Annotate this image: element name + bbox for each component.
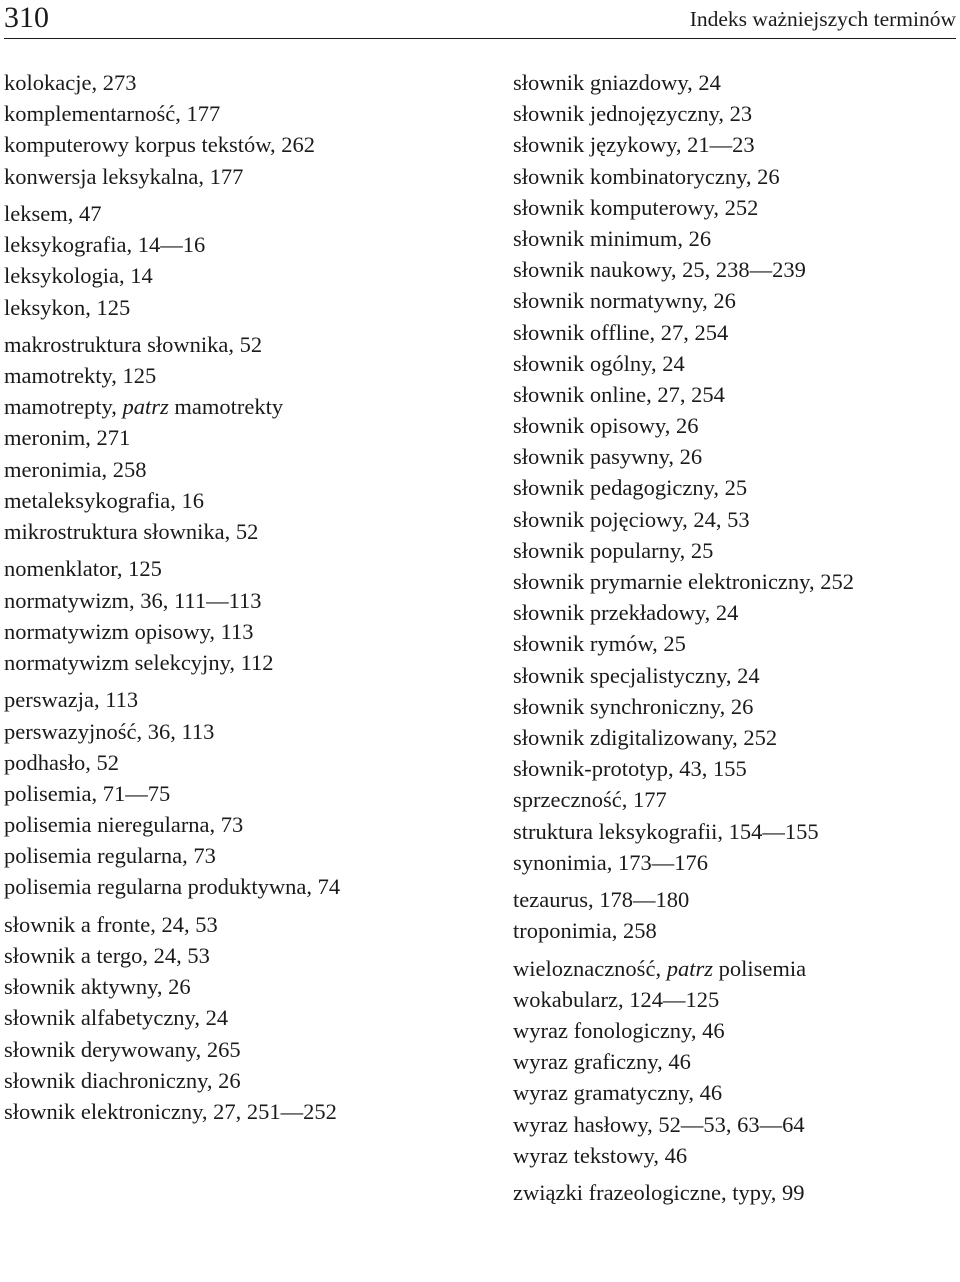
index-entry: sprzeczność, 177 xyxy=(513,787,667,813)
index-entry: słownik online, 27, 254 xyxy=(513,381,725,407)
index-entry: słownik specjalistyczny, 24 xyxy=(513,662,760,688)
index-term: słownik pasywny xyxy=(513,444,669,470)
page-reference: 43, 155 xyxy=(679,756,747,782)
see-reference-target: polisemia xyxy=(718,955,807,981)
page-reference: 177 xyxy=(632,787,667,813)
page-reference: 24, 53 xyxy=(693,506,750,532)
page-reference: 24 xyxy=(662,350,685,376)
index-term: wieloznaczność xyxy=(513,955,656,981)
index-entry: komputerowy korpus tekstów, 262 xyxy=(4,132,316,158)
page-reference: 25 xyxy=(690,537,714,563)
index-term: tezaurus xyxy=(513,887,588,913)
index-entry: leksykologia, 14 xyxy=(4,263,153,289)
index-term: słownik synchroniczny xyxy=(513,693,720,719)
index-entry: słownik offline, 27, 254 xyxy=(513,319,729,345)
index-entry: synonimia, 173—176 xyxy=(513,849,708,875)
running-header xyxy=(4,0,956,39)
index-entry: wyraz hasłowy, 52—53, 63—64 xyxy=(513,1111,805,1137)
index-entry: słownik aktywny, 26 xyxy=(4,974,191,1000)
page-reference: 14 xyxy=(130,263,153,289)
index-entry: słownik derywowany, 265 xyxy=(4,1036,241,1062)
index-entry: słownik naukowy, 25, 238—239 xyxy=(513,257,806,283)
index-entry: słownik alfabetyczny, 24 xyxy=(4,1005,229,1031)
page-reference: 47 xyxy=(78,200,102,226)
page-reference: 252 xyxy=(743,724,778,750)
index-entry: wyraz gramatyczny, 46 xyxy=(513,1080,723,1106)
index-term: słownik pojęciowy xyxy=(513,506,683,532)
page-reference: 71—75 xyxy=(102,780,171,806)
index-entry: słownik językowy, 21—23 xyxy=(513,132,755,158)
index-term: słownik diachroniczny xyxy=(4,1067,207,1093)
index-term: słownik kombinatoryczny xyxy=(513,163,746,189)
page-reference: 177 xyxy=(209,163,244,189)
page-number: 310 xyxy=(4,1,49,34)
index-term: słownik elektroniczny xyxy=(4,1098,202,1124)
page-reference: 177 xyxy=(186,101,221,127)
index-entry: słownik pasywny, 26 xyxy=(513,444,703,470)
index-column-left xyxy=(4,67,340,1127)
index-entry: związki frazeologiczne, typy, 99 xyxy=(513,1180,805,1206)
page-reference: 273 xyxy=(102,70,137,95)
index-term: wyraz gramatyczny xyxy=(513,1080,689,1106)
index-column-right xyxy=(513,67,854,1208)
index-term: perswazja xyxy=(4,687,94,713)
see-reference-target: mamotrekty xyxy=(174,394,284,420)
page-reference: 23 xyxy=(729,101,753,127)
page-reference: 24, 53 xyxy=(153,943,210,968)
see-reference-marker: patrz xyxy=(666,955,713,981)
index-term: słownik jednojęzyczny xyxy=(513,101,719,127)
index-entry: konwersja leksykalna, 177 xyxy=(4,163,244,189)
index-term: komputerowy korpus tekstów xyxy=(4,132,271,158)
index-term: metaleksykografia xyxy=(4,487,171,513)
index-term: słownik specjalistyczny xyxy=(513,662,726,688)
index-term: mamotrekty xyxy=(4,363,112,389)
index-term: konwersja leksykalna xyxy=(4,163,199,189)
index-entry: podhasło, 52 xyxy=(4,749,119,775)
page-reference: 73 xyxy=(220,812,244,838)
index-term: słownik naukowy xyxy=(513,257,671,283)
index-entry: wieloznaczność, patrz polisemia xyxy=(513,955,807,981)
index-entry: perswazyjność, 36, 113 xyxy=(4,718,215,744)
index-term: meronimia xyxy=(4,456,102,482)
page-reference: 173—176 xyxy=(618,849,708,875)
index-term: słownik a tergo xyxy=(4,943,143,968)
page-reference: 36, 111—113 xyxy=(140,587,262,613)
page-reference: 124—125 xyxy=(629,986,720,1012)
page-reference: 27, 251—252 xyxy=(213,1098,337,1124)
page-reference: 25, 238—239 xyxy=(682,257,806,283)
index-term: wyraz graficzny xyxy=(513,1049,658,1075)
index-entry: słownik-prototyp, 43, 155 xyxy=(513,756,747,782)
page-reference: 24 xyxy=(737,662,760,688)
index-entry: polisemia nieregularna, 73 xyxy=(4,812,244,838)
running-head-title: Indeks ważniejszych terminów xyxy=(689,7,956,31)
index-term: leksykografia xyxy=(4,232,127,258)
index-term: meronim xyxy=(4,425,86,451)
index-entry: makrostruktura słownika, 52 xyxy=(4,331,263,357)
index-entry: słownik komputerowy, 252 xyxy=(513,194,759,220)
index-term: normatywizm xyxy=(4,587,129,613)
index-entry: kolokacje, 273 xyxy=(4,70,137,95)
index-term: sprzeczność xyxy=(513,787,622,813)
index-entry: leksem, 47 xyxy=(4,200,102,226)
page-reference: 25 xyxy=(663,631,686,657)
index-entry: słownik popularny, 25 xyxy=(513,537,714,563)
page-reference: 27, 254 xyxy=(657,381,725,407)
index-term: słownik alfabetyczny xyxy=(4,1005,195,1031)
index-entry: normatywizm selekcyjny, 112 xyxy=(4,649,274,675)
index-term: podhasło xyxy=(4,749,86,775)
index-term: komplementarność xyxy=(4,101,176,127)
index-term: leksem xyxy=(4,200,68,226)
page-reference: 52 xyxy=(239,331,263,357)
index-entry: słownik elektroniczny, 27, 251—252 xyxy=(4,1098,337,1124)
page-reference: 112 xyxy=(240,649,274,675)
page-reference: 26 xyxy=(679,444,703,470)
index-term: normatywizm opisowy xyxy=(4,618,210,644)
index-term: słownik popularny xyxy=(513,537,680,563)
index-term: słownik ogólny xyxy=(513,350,651,376)
page-reference: 26 xyxy=(168,974,191,1000)
index-term: słownik prymarnie elektroniczny xyxy=(513,569,809,594)
page-reference: 26 xyxy=(675,413,699,439)
page-reference: 154—155 xyxy=(728,818,819,844)
page-reference: 46 xyxy=(668,1049,691,1075)
page-reference: 46 xyxy=(699,1080,723,1106)
index-entry: tezaurus, 178—180 xyxy=(513,887,690,913)
index-entry: polisemia regularna produktywna, 74 xyxy=(4,874,341,900)
index-entry: polisemia regularna, 73 xyxy=(4,843,216,869)
page-reference: 271 xyxy=(96,425,131,451)
index-term: mikrostruktura słownika xyxy=(4,519,225,544)
page-reference: 52 xyxy=(235,519,259,544)
page-reference: 27, 254 xyxy=(660,319,729,345)
index-entry: słownik a fronte, 24, 53 xyxy=(4,911,218,937)
page-reference: 24 xyxy=(698,70,721,95)
page-reference: 125 xyxy=(128,556,162,582)
index-term: makrostruktura słownika xyxy=(4,331,229,357)
page-reference: 36, 113 xyxy=(147,718,215,744)
page-reference: 24, 53 xyxy=(161,911,218,937)
page-reference: 99 xyxy=(782,1180,805,1206)
index-entry: meronim, 271 xyxy=(4,425,131,451)
index-term: słownik derywowany xyxy=(4,1036,196,1062)
index-term: wyraz tekstowy xyxy=(513,1142,654,1168)
index-entry: słownik normatywny, 26 xyxy=(513,288,736,314)
page-reference: 113 xyxy=(105,687,139,713)
index-term: słownik normatywny xyxy=(513,288,703,314)
index-entry: słownik gniazdowy, 24 xyxy=(513,70,721,95)
index-term: leksykologia xyxy=(4,263,119,289)
index-entry: polisemia, 71—75 xyxy=(4,780,171,806)
page-reference: 46 xyxy=(664,1142,688,1168)
page-reference: 25 xyxy=(724,475,748,501)
index-entry: leksykografia, 14—16 xyxy=(4,232,206,258)
index-entry: perswazja, 113 xyxy=(4,687,139,713)
see-reference-marker: patrz xyxy=(122,394,169,420)
page-reference: 178—180 xyxy=(599,887,690,913)
index-term: mamotrepty xyxy=(4,394,112,420)
page-reference: 52—53, 63—64 xyxy=(658,1111,805,1137)
page-reference: 24 xyxy=(205,1005,229,1031)
index-term: związki frazeologiczne, typy xyxy=(513,1180,771,1206)
page-reference: 21—23 xyxy=(687,132,755,158)
index-entry: słownik a tergo, 24, 53 xyxy=(4,943,210,968)
index-entry: metaleksykografia, 16 xyxy=(4,487,204,513)
index-term: słownik gniazdowy xyxy=(513,70,688,95)
index-term: troponimia xyxy=(513,918,612,944)
index-term: synonimia xyxy=(513,849,607,875)
index-term: polisemia nieregularna xyxy=(4,812,210,838)
index-term: słownik offline xyxy=(513,319,650,345)
index-term: polisemia xyxy=(4,780,92,806)
page-reference: 14—16 xyxy=(137,232,206,258)
index-entry: słownik opisowy, 26 xyxy=(513,413,699,439)
index-entry: słownik jednojęzyczny, 23 xyxy=(513,101,753,127)
index-entry: słownik rymów, 25 xyxy=(513,631,686,657)
index-term: kolokacje xyxy=(4,70,92,95)
page-reference: 125 xyxy=(96,294,131,320)
index-term: wyraz fonologiczny xyxy=(513,1018,691,1043)
page-reference: 113 xyxy=(220,618,254,644)
index-entry: struktura leksykografii, 154—155 xyxy=(513,818,819,844)
index-entry: słownik minimum, 26 xyxy=(513,225,712,251)
page-reference: 74 xyxy=(317,874,341,900)
index-entry: komplementarność, 177 xyxy=(4,101,221,127)
index-term: słownik komputerowy xyxy=(513,194,714,220)
page-reference: 262 xyxy=(281,132,316,158)
index-entry: wokabularz, 124—125 xyxy=(513,986,720,1012)
index-term: słownik opisowy xyxy=(513,413,665,439)
index-term: słownik aktywny xyxy=(4,974,157,1000)
page-reference: 46 xyxy=(702,1018,725,1043)
index-entry: wyraz fonologiczny, 46 xyxy=(513,1018,725,1043)
index-entry: słownik ogólny, 24 xyxy=(513,350,685,376)
page-reference: 26 xyxy=(713,288,736,314)
index-term: perswazyjność xyxy=(4,718,137,744)
index-term: słownik zdigitalizowany xyxy=(513,724,733,750)
index-term: słownik online xyxy=(513,381,647,407)
index-term: polisemia regularna xyxy=(4,843,183,869)
index-entry: mamotrepty, patrz mamotrekty xyxy=(4,394,284,420)
index-term: słownik pedagogiczny xyxy=(513,475,714,501)
page-reference: 24 xyxy=(715,600,739,626)
index-entry: normatywizm, 36, 111—113 xyxy=(4,587,262,613)
index-term: słownik rymów xyxy=(513,631,653,657)
index-term: słownik przekładowy xyxy=(513,600,705,626)
page-reference: 265 xyxy=(206,1036,241,1062)
page-reference: 26 xyxy=(688,225,712,251)
index-entry: mamotrekty, 125 xyxy=(4,363,157,389)
page-reference: 252 xyxy=(820,569,854,594)
index-entry: słownik synchroniczny, 26 xyxy=(513,693,754,719)
index-term: słownik-prototyp xyxy=(513,756,668,782)
page-reference: 26 xyxy=(730,693,754,719)
page-reference: 252 xyxy=(724,194,759,220)
index-term: normatywizm selekcyjny xyxy=(4,649,230,675)
index-entry: leksykon, 125 xyxy=(4,294,131,320)
index-entry: słownik przekładowy, 24 xyxy=(513,600,739,626)
index-entry: słownik zdigitalizowany, 252 xyxy=(513,724,778,750)
index-term: polisemia regularna produktywna xyxy=(4,874,307,900)
index-term: leksykon xyxy=(4,294,86,320)
page-reference: 26 xyxy=(218,1067,241,1093)
index-term: słownik a fronte xyxy=(4,911,151,937)
index-term: nomenklator xyxy=(4,556,117,582)
index-entry: słownik diachroniczny, 26 xyxy=(4,1067,241,1093)
index-term: struktura leksykografii xyxy=(513,818,718,844)
index-entry: troponimia, 258 xyxy=(513,918,657,944)
index-entry: słownik pojęciowy, 24, 53 xyxy=(513,506,750,532)
index-entry: wyraz tekstowy, 46 xyxy=(513,1142,688,1168)
page-reference: 52 xyxy=(96,749,119,775)
index-term: wyraz hasłowy xyxy=(513,1111,648,1137)
page-reference: 26 xyxy=(757,163,780,189)
index-term: słownik minimum xyxy=(513,225,678,251)
index-entry: słownik pedagogiczny, 25 xyxy=(513,475,748,501)
index-entry: nomenklator, 125 xyxy=(4,556,162,582)
page-reference: 258 xyxy=(622,918,657,944)
index-term: wokabularz xyxy=(513,986,618,1012)
index-term: słownik językowy xyxy=(513,132,676,158)
page-reference: 73 xyxy=(193,843,216,869)
index-entry: meronimia, 258 xyxy=(4,456,147,482)
index-entry: słownik prymarnie elektroniczny, 252 xyxy=(513,569,854,594)
index-entry: wyraz graficzny, 46 xyxy=(513,1049,691,1075)
index-entry: normatywizm opisowy, 113 xyxy=(4,618,254,644)
index-entry: słownik kombinatoryczny, 26 xyxy=(513,163,780,189)
page-reference: 125 xyxy=(122,363,157,389)
page-reference: 16 xyxy=(181,487,204,513)
index-entry: mikrostruktura słownika, 52 xyxy=(4,519,259,544)
page-reference: 258 xyxy=(112,456,147,482)
